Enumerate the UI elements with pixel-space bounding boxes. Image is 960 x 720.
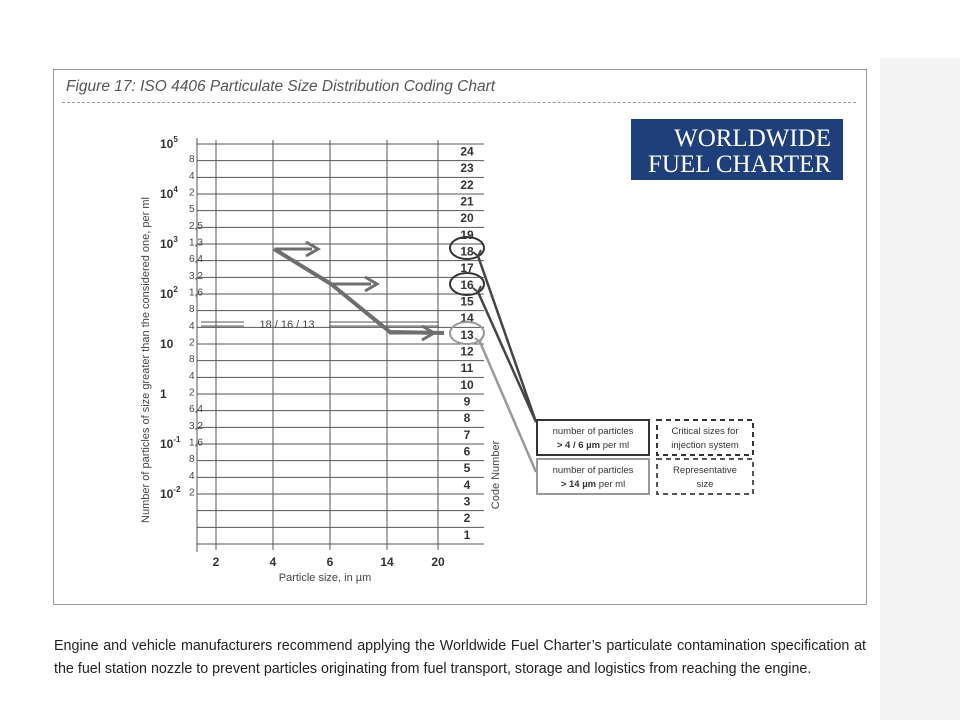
critical-line2: injection system: [671, 440, 739, 451]
x-tick-label: 20: [431, 555, 445, 569]
code-number: 12: [460, 344, 474, 359]
legend1-suffix: per ml: [600, 440, 630, 451]
code-number: 24: [460, 144, 474, 159]
legend-critical-sizes: [657, 420, 753, 455]
decade-exponent: 5: [173, 135, 178, 144]
legend2-size: > 14 µm: [560, 479, 597, 490]
body-paragraph: Engine and vehicle manufacturers recommend applying the Worldwide Fuel Charter’s particulate contamination specification at the fuel station nozzle to prevent particles originating from fuel transport, storage and logistics from reaching the engine.: [54, 638, 866, 677]
code-number: 6: [463, 444, 471, 459]
legend1-line2: [557, 440, 629, 451]
code-number: 7: [463, 427, 471, 442]
horizontal-gridlines: [197, 144, 484, 544]
legend2-line1: number of particles: [552, 465, 634, 476]
minor-label: 3,2: [189, 270, 203, 282]
code-number: 10: [460, 377, 474, 392]
representative-line1: Representative: [673, 465, 737, 476]
decade-label: $10^2$: [160, 285, 178, 301]
x-tick-label: 6: [326, 555, 334, 569]
decade-exponent: -1: [173, 435, 181, 444]
x-tick-label: 14: [380, 555, 394, 569]
code-level-label: 18 / 16 / 13: [259, 319, 315, 331]
minor-label: 8: [189, 454, 195, 466]
legend1-line1: number of particles: [552, 426, 634, 437]
code-number-label: Code Number: [490, 440, 502, 510]
code-number: 5: [463, 461, 471, 476]
legend-representative-size: [657, 459, 753, 494]
vertical-gridlines: [197, 138, 438, 552]
y-axis-label: Number of particles of size greater than the considered one, per ml: [140, 197, 152, 523]
legend1-size: > 4 / 6 µm: [556, 440, 601, 451]
minor-label: 2: [189, 337, 195, 349]
page-margin-strip: [880, 58, 960, 720]
worldwide-fuel-charter-logo: [631, 119, 843, 180]
decade-exponent: 4: [173, 185, 178, 194]
minor-label: 2: [189, 487, 195, 499]
decade-labels: [160, 135, 181, 501]
figure-frame: [53, 69, 867, 605]
code-number: 3: [463, 494, 471, 509]
code-number: 16: [460, 277, 474, 292]
minor-label: 4: [189, 370, 195, 382]
legend2-suffix: per ml: [596, 479, 626, 490]
decade-label: $10^{-2}$: [160, 485, 181, 501]
code-number: 15: [460, 294, 474, 309]
minor-label: 4: [189, 320, 195, 332]
minor-label: 4: [189, 170, 195, 182]
code-number: 4: [463, 477, 471, 492]
arrow-13: [389, 326, 434, 340]
legend-box-4-6um: [537, 420, 649, 455]
decade-exponent: -2: [173, 485, 181, 494]
code-level-marker: [201, 319, 439, 331]
code-number: 9: [463, 394, 471, 409]
minor-label: 1,6: [189, 437, 203, 449]
minor-label: 1,3: [189, 237, 203, 249]
x-tick-label: 2: [212, 555, 220, 569]
legend-box-14um: [537, 459, 649, 494]
code-number: 21: [460, 194, 474, 209]
code-number: 17: [460, 261, 474, 276]
minor-label: 3,2: [189, 420, 203, 432]
code-number: 22: [460, 177, 474, 192]
code-number: 19: [460, 227, 474, 242]
decade-label: $10^3$: [160, 235, 178, 251]
decade-label: $10^{-1}$: [160, 435, 181, 451]
minor-label: 8: [189, 304, 195, 316]
code-number: 13: [460, 327, 474, 342]
minor-label: 6,4: [189, 254, 203, 266]
critical-line1: Critical sizes for: [671, 426, 739, 437]
x-tick-labels: [213, 555, 445, 569]
code-number: 11: [460, 361, 474, 376]
logo-line-2: FUEL CHARTER: [648, 151, 831, 178]
decade-label: $10^5$: [160, 135, 178, 151]
minor-label: 2: [189, 387, 195, 399]
code-number: 14: [460, 311, 474, 326]
decade-exponent: 3: [173, 235, 178, 244]
decade-label: 10: [160, 337, 174, 351]
code-number: 2: [463, 511, 471, 526]
x-axis-label: Particle size, in µm: [278, 572, 372, 584]
figure-caption: Figure 17: ISO 4406 Particulate Size Distribution Coding Chart: [66, 78, 496, 95]
minor-label: 5: [189, 204, 195, 216]
minor-label: 6,4: [189, 404, 203, 416]
legend2-line2: [561, 479, 625, 490]
decade-exponent: 2: [173, 285, 178, 294]
minor-label: 8: [189, 354, 195, 366]
code-number: 18: [460, 244, 474, 259]
minor-label: 8: [189, 154, 195, 166]
minor-label: 1,6: [189, 287, 203, 299]
decade-label: 1: [160, 387, 167, 401]
code-number: 1: [463, 527, 471, 542]
iso-coding-chart: [54, 70, 866, 604]
minor-label: 4: [189, 470, 195, 482]
x-tick-label: 4: [269, 555, 277, 569]
minor-label: 2: [189, 187, 195, 199]
decade-label: $10^4$: [160, 185, 178, 201]
code-number: 8: [463, 411, 471, 426]
logo-line-1: WORLDWIDE: [674, 125, 831, 152]
representative-line2: size: [696, 479, 714, 490]
code-number: 20: [460, 211, 474, 226]
code-number: 23: [460, 161, 474, 176]
minor-label: 2,5: [189, 220, 203, 232]
